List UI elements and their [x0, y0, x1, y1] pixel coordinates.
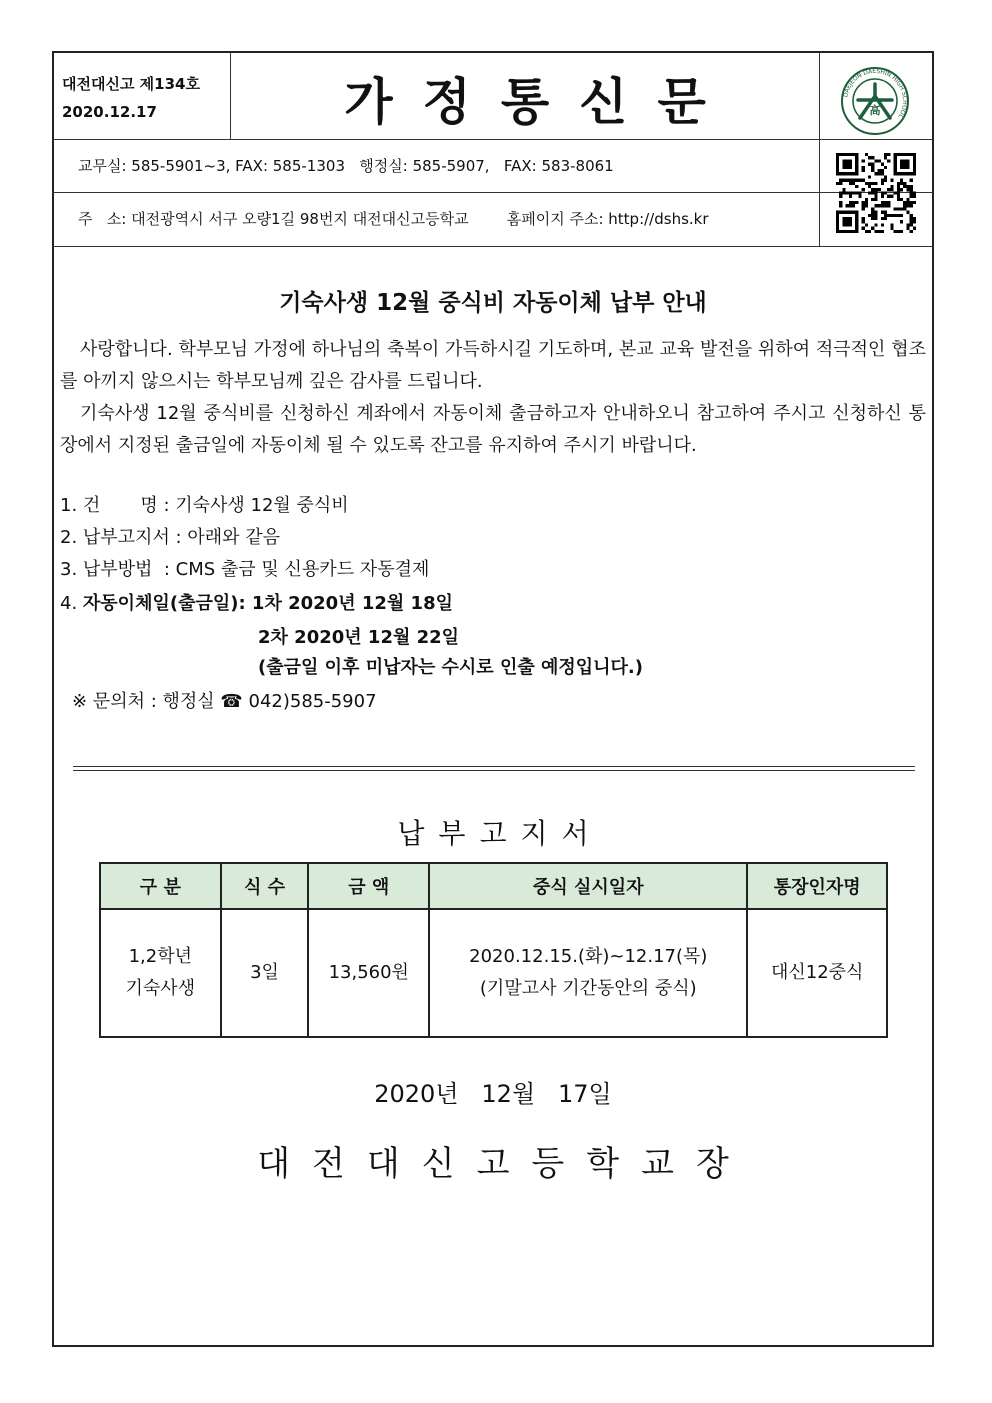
col-period: 중식 실시일자 — [429, 863, 747, 909]
separator — [73, 766, 915, 771]
cell-meals: 3일 — [221, 909, 309, 1037]
notice-item-debit-date — [60, 590, 453, 618]
contact-phones: 교무실: 585-5901~3, FAX: 585-1303 행정실: 585-5907, FAX: 583-8061 — [78, 157, 614, 175]
divider — [230, 52, 231, 140]
principal-signature: 대전대신고등학교장 — [257, 1144, 751, 1184]
bill-table — [99, 862, 888, 1038]
period-dates: 2020.12.15.(화)~12.17(목) — [469, 946, 708, 967]
inquiry-contact: ※ 문의처 : 행정실 ☎ 042)585-5907 — [72, 691, 377, 712]
col-account-name: 통장인자명 — [747, 863, 887, 909]
notice-paragraph: 사랑합니다. 학부모님 가정에 하나님의 축복이 가득하시길 기도하며, 본교 교육 발전을 위하여 적극적인 협조를 아끼지 않으시는 학부모님께 깊은 감사를 드립니다. — [60, 339, 926, 392]
logo-ring-text: DAEJEON DAESHIN HIGH SCHOOL — [842, 67, 909, 120]
bill-title: 납부고지서 — [397, 817, 603, 850]
category-line: 기숙사생 — [125, 978, 196, 999]
category-line: 1,2학년 — [128, 946, 193, 967]
logo-glyph: 高 — [869, 104, 881, 117]
period-note: (기말고사 기간동안의 중식) — [479, 978, 697, 999]
issue-date: 2020.12.17 — [62, 103, 157, 121]
notice-item: 2. 납부고지서 : 아래와 같음 — [60, 527, 281, 548]
qr-code[interactable] — [836, 153, 916, 233]
cell-period — [429, 909, 747, 1037]
school-logo — [840, 66, 910, 136]
notice-item: 1. 건 명 : 기숙사생 12월 중식비 — [60, 495, 349, 516]
issue-number: 대전대신고 제134호 — [62, 75, 200, 93]
issue-info — [62, 70, 200, 126]
col-amount: 금 액 — [308, 863, 429, 909]
table-header-row — [100, 863, 887, 909]
cell-amount: 13,560원 — [308, 909, 429, 1037]
issue-date-footer: 2020년 12월 17일 — [374, 1080, 612, 1108]
masthead-title: 가정통신문 — [344, 73, 736, 131]
debit-date-first: 자동이체일(출금일): 1차 2020년 12월 18일 — [82, 593, 453, 614]
debit-date-second: 2차 2020년 12월 22일 — [258, 627, 460, 648]
cell-account-name: 대신12중식 — [747, 909, 887, 1037]
item-number: 4. — [60, 593, 83, 614]
notice-item: 3. 납부방법 : CMS 출금 및 신용카드 자동결제 — [60, 559, 430, 580]
cell-category — [100, 909, 221, 1037]
divider — [52, 192, 934, 193]
contact-address: 주 소: 대전광역시 서구 오량1길 98번지 대전대신고등학교 홈페이지 주소: http://dshs.kr — [78, 210, 709, 228]
divider — [819, 52, 820, 247]
col-category: 구 분 — [100, 863, 221, 909]
debit-note: (출금일 이후 미납자는 수시로 인출 예정입니다.) — [258, 657, 643, 678]
notice-paragraph: 기숙사생 12월 중식비를 신청하신 계좌에서 자동이체 출금하고자 안내하오니 참고하여 주시고 신청하신 통장에서 지정된 출금일에 자동이체 될 수 있도록 잔고를 유지하여 주시기 바랍니다. — [60, 403, 926, 456]
notice-title: 기숙사생 12월 중식비 자동이체 납부 안내 — [279, 290, 707, 316]
col-meals: 식 수 — [221, 863, 309, 909]
divider — [52, 246, 934, 247]
table-row — [100, 909, 887, 1037]
